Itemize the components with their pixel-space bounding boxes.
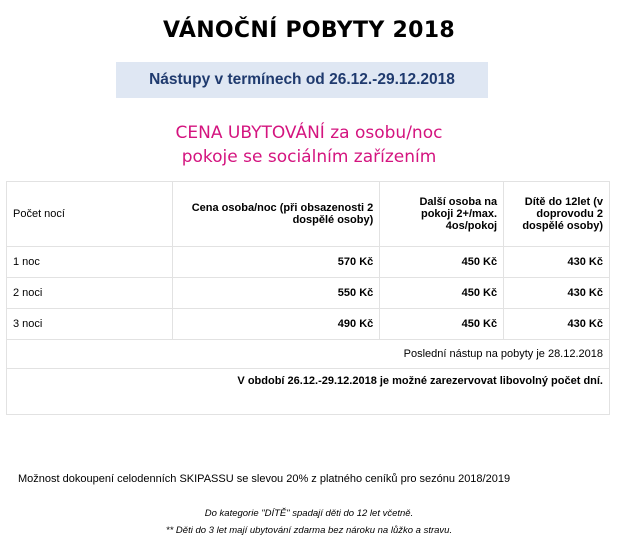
- footnote-child-category: Do kategorie "DÍTĚ" spadají děti do 12 let včetně.: [204, 508, 414, 519]
- price-heading-line2: pokoje se sociálním zařízením: [181, 147, 437, 167]
- last-arrival-note: Poslední nástup na pobyty je 28.12.2018: [7, 340, 610, 369]
- table-row: [7, 309, 610, 340]
- table-note-row: [7, 340, 610, 369]
- price-table: [6, 181, 610, 415]
- table-row: [7, 247, 610, 278]
- cell-child: 430 Kč: [504, 278, 610, 309]
- cell-child: 430 Kč: [504, 247, 610, 278]
- cell-price: 490 Kč: [172, 309, 380, 340]
- footnote-toddlers: ** Děti do 3 let mají ubytování zdarma bez nároku na lůžko a stravu.: [165, 525, 453, 536]
- header-price: Cena osoba/noc (při obsazenosti 2 dospělé osoby): [172, 182, 380, 247]
- cell-price: 570 Kč: [172, 247, 380, 278]
- cell-price: 550 Kč: [172, 278, 380, 309]
- header-extra-person: Další osoba na pokoji 2+/max. 4os/pokoj: [380, 182, 504, 247]
- price-heading-line1: CENA UBYTOVÁNÍ za osobu/noc: [175, 123, 443, 143]
- cell-nights: 1 noc: [7, 247, 173, 278]
- header-nights: Počet nocí: [7, 182, 173, 247]
- skipass-note: Možnost dokoupení celodenních SKIPASSU se slevou 20% z platného ceníků pro sezónu 2018/2019: [18, 473, 511, 485]
- header-child: Dítě do 12let (v doprovodu 2 dospělé osoby): [504, 182, 610, 247]
- cell-extra: 450 Kč: [380, 309, 504, 340]
- cell-nights: 3 noci: [7, 309, 173, 340]
- table-header-row: [7, 182, 610, 247]
- cell-nights: 2 noci: [7, 278, 173, 309]
- dates-banner: Nástupy v termínech od 26.12.-29.12.2018: [116, 62, 488, 98]
- page-title: VÁNOČNÍ POBYTY 2018: [163, 18, 455, 43]
- table-note-row: [7, 369, 610, 415]
- cell-child: 430 Kč: [504, 309, 610, 340]
- cell-extra: 450 Kč: [380, 278, 504, 309]
- table-row: [7, 278, 610, 309]
- booking-note: V období 26.12.-29.12.2018 je možné zarezervovat libovolný počet dní.: [7, 369, 610, 415]
- cell-extra: 450 Kč: [380, 247, 504, 278]
